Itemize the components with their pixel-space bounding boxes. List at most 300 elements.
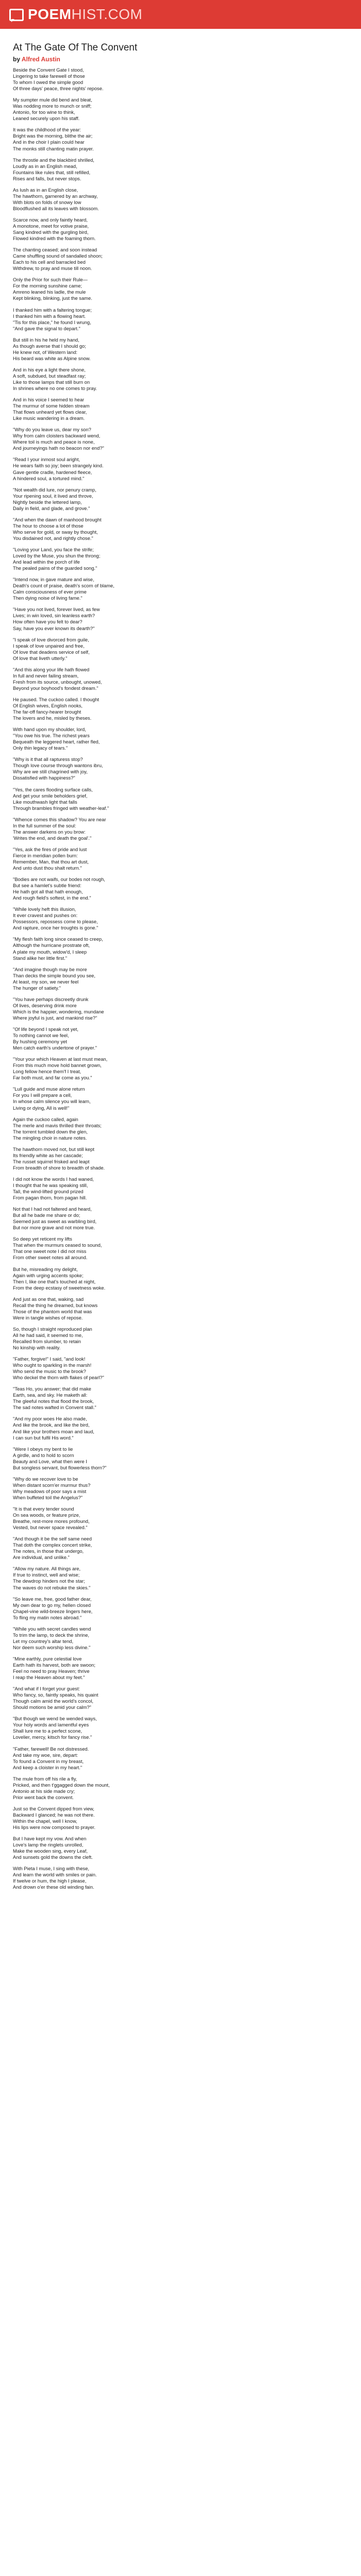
poem-line: "And this along your life hath flowed	[13, 667, 90, 672]
poem-line: A plate my mouth, widow'd, I sleep	[13, 949, 87, 955]
stanza	[13, 1836, 348, 1860]
poem-line: Death's count of praise, death's scorn of blame,	[13, 583, 114, 589]
poem-line: For the morning sunshine came;	[13, 283, 82, 289]
poem-line: Rises and falls, but never stops.	[13, 176, 81, 181]
poem-line: It ever cravest and pushes on:	[13, 913, 78, 919]
poem-line: Chapel-vine wild-breeze lingers here,	[13, 1608, 93, 1614]
poem-line: The hawthorn, garnered by an archway,	[13, 193, 98, 199]
poem-line: "Bodies are not waifs, our bodes not rough,	[13, 877, 105, 883]
byline	[13, 56, 348, 63]
poem-line: Scarce now, and only faintly heard,	[13, 217, 88, 223]
poem-line: The hour to choose a lot of those	[13, 523, 84, 529]
stanza	[13, 1176, 348, 1201]
stanza	[13, 1236, 348, 1261]
stanza	[13, 1116, 348, 1141]
stanza	[13, 846, 348, 871]
poem-line: Shall lure me to a perfect scone,	[13, 1728, 82, 1734]
poem-line: I thanked him with a flowing heart.	[13, 313, 86, 319]
poem-line: "It is that every tender sound	[13, 1506, 74, 1512]
stanza	[13, 1506, 348, 1531]
poem-line: If true to instinct, well and wise;	[13, 1572, 80, 1578]
poem-content	[0, 29, 361, 1890]
poem-line: Those of the phantom world that was	[13, 1309, 92, 1314]
stanza	[13, 277, 348, 301]
poem-line: 'Writes the end, and death the goal'."	[13, 835, 92, 841]
poem-line: To trim the lamp, to deck the shrine,	[13, 1632, 90, 1638]
by-label: by	[13, 56, 21, 63]
stanza	[13, 1266, 348, 1291]
poem-line: Should motions be amid your calm?"	[13, 1705, 91, 1710]
poem-line: Then dying noise of living fame."	[13, 596, 83, 601]
poem-line: The notes, in those that undergo,	[13, 1549, 84, 1554]
poem-line: So, though I straight reproduced plan	[13, 1326, 92, 1332]
author-link[interactable]: Alfred Austin	[21, 56, 60, 63]
poem-line: No kinship with reality.	[13, 1345, 61, 1351]
poem-line: Of three days' peace, three nights' repose.	[13, 86, 104, 92]
poem-line: "And my poor woes He also made,	[13, 1416, 87, 1422]
poem-line: And drown o'er these old winding fain.	[13, 1885, 94, 1890]
poem-line: But all he bade me share or do;	[13, 1213, 80, 1218]
stanza	[13, 487, 348, 512]
stanza	[13, 427, 348, 451]
poem-line: Though calm amid the world's concol,	[13, 1699, 94, 1704]
poem-line: The monks still chanting matin prayer.	[13, 146, 94, 151]
poem-line: "Why do you leave us, dear my son?	[13, 427, 91, 433]
poem-line: Make the wooden sing, every Leaf,	[13, 1849, 88, 1854]
poem-line: "Father, forgive!" I said, "and look!	[13, 1357, 86, 1362]
poem-line: But songless servant, but flowerless thorn?"	[13, 1465, 107, 1470]
poem-line: On sea woods, or feature prize,	[13, 1513, 80, 1518]
stanza	[13, 247, 348, 272]
poem-line: Only the Prior for such their Rule—	[13, 277, 88, 283]
poem-line: From the deep ecstasy of sweetness woke.	[13, 1285, 106, 1291]
poem-line: The mingling choir in nature notes.	[13, 1135, 87, 1141]
poem-line: Like to those lamps that still burn on	[13, 379, 90, 385]
stanza	[13, 1746, 348, 1771]
stanza	[13, 397, 348, 421]
poem-line: Fresh from its source, unbought, unowed,	[13, 679, 102, 685]
poem-line: Where toil is much and peace is none,	[13, 439, 95, 445]
logo-text-main: POEM	[28, 6, 72, 22]
poem-line: "Loving your Land, you face the strife;	[13, 547, 94, 552]
poem-line: That when the murmurs ceased to sound,	[13, 1243, 102, 1248]
stanza	[13, 906, 348, 931]
site-header	[0, 0, 361, 29]
poem-line: Beside the Convent Gate I stood,	[13, 67, 84, 73]
poem-line: Antonio at his side made cry;	[13, 1788, 75, 1794]
stanza	[13, 637, 348, 662]
poem-line: Why meadows of poor says a mist	[13, 1488, 87, 1494]
stanza	[13, 697, 348, 721]
stanza	[13, 157, 348, 182]
poem-line: And take my woe, sire, depart:	[13, 1752, 78, 1758]
stanza	[13, 577, 348, 601]
poem-line: The far-off fancy-hearer brought	[13, 709, 81, 715]
stanza	[13, 756, 348, 781]
poem-line: "Teas Ho, you answer; that did make	[13, 1386, 91, 1392]
poem-line: Bequeath the leggered heart, rather fled,	[13, 739, 100, 745]
stanza	[13, 127, 348, 151]
stanza	[13, 1356, 348, 1381]
poem-line: But I have kept my vow. And when	[13, 1836, 87, 1842]
poem-line: The pealed pains of the guarded song."	[13, 566, 97, 571]
stanza	[13, 606, 348, 631]
poem-line: With Pieta I muse, I sing with these,	[13, 1866, 90, 1872]
poem-line: Who deckel the thorn with flakes of pearl?"	[13, 1375, 104, 1381]
poem-line: He knew not, of Western land:	[13, 349, 77, 355]
poem-line: I reap the Heaven about my feet."	[13, 1675, 85, 1681]
poem-line: A soft, subdued, but steadfast ray;	[13, 373, 86, 379]
poem-line: Of English wives, English nooks,	[13, 703, 83, 708]
poem-line: Its friendly white as her cascade;	[13, 1153, 83, 1158]
poem-line: And in the choir I plain could hear	[13, 140, 85, 145]
poem-line: Were in tangle wishes of repose.	[13, 1315, 83, 1320]
poem-line: Not that I had not faltered and heard,	[13, 1207, 92, 1212]
poem-line: A girdle, and to hold to scorn	[13, 1452, 74, 1458]
poem-line: The gleeful notes that flood the brook,	[13, 1399, 94, 1404]
poem-line: Seemed just as sweet as warbling bird,	[13, 1219, 97, 1225]
poem-line: "While lovely heft this illusion,	[13, 907, 76, 912]
poem-line: "Of life beyond I speak not yet,	[13, 1027, 78, 1032]
stanza	[13, 1656, 348, 1681]
stanza	[13, 936, 348, 961]
poem-line: "Intend now, in gave mature and wise,	[13, 577, 94, 583]
poem-line: As though averse that I should go;	[13, 343, 86, 349]
poem-line: Dissatisfied with happiness?"	[13, 775, 75, 781]
poem-line: That flows unheard yet flows clear,	[13, 410, 87, 415]
stanza	[13, 1536, 348, 1561]
poem-line: You disdained not, and rightly chose."	[13, 535, 93, 541]
poem-line: But nor more grave and not more true.	[13, 1225, 95, 1231]
poem-line: I thought that he was speaking still,	[13, 1182, 88, 1188]
poem-line: And learn the world with smiles or pain.	[13, 1872, 97, 1878]
poem-line: The answer darkens on you brow:	[13, 829, 86, 835]
stanza	[13, 217, 348, 242]
poem-line: Are individual, and unlike."	[13, 1555, 70, 1561]
poem-line: I can sun but fulfil His word."	[13, 1435, 74, 1440]
poem-line: Which is the happier, wondering, mundane	[13, 1009, 104, 1014]
poem-line: And get your smile beholders grief,	[13, 793, 88, 799]
poem-line: All he had said, it seemed to me,	[13, 1332, 83, 1338]
poem-line: And in his voice I seemed to hear	[13, 397, 85, 403]
poem-line: Bloodflushed all its leaves with blossom.	[13, 206, 99, 211]
poem-line: Men catch earth's undertone of prayer."	[13, 1045, 97, 1051]
poem-line: The waves do not rebuke the skies."	[13, 1585, 91, 1590]
stanza	[13, 1776, 348, 1801]
poem-line: "My flesh faith long since ceased to creep,	[13, 937, 103, 942]
poem-line: At least, my son, we never feel	[13, 979, 79, 985]
poem-line: Love's lamp the ringlets unrolled,	[13, 1842, 84, 1848]
stanza	[13, 1626, 348, 1651]
poem-line: Leaned securely upon his staff.	[13, 116, 80, 122]
stanza	[13, 817, 348, 841]
poem-line: In whose calm silence you will learn,	[13, 1099, 91, 1105]
poem-line: I thanked him with a faltering tongue;	[13, 307, 92, 313]
poem-line: Lives; in win loved, sin leanless earth?	[13, 613, 95, 619]
poem-line: Let my countrey's altar tend,	[13, 1638, 74, 1644]
poem-line: He paused. The cuckoo called. I thought	[13, 697, 100, 702]
stanza	[13, 1206, 348, 1231]
poem-line: Antonio, for too wine to think,	[13, 110, 75, 115]
poem-line: Of love that liveth utterly."	[13, 655, 68, 661]
poem-line: And rapture, once her troughts is gone."	[13, 925, 99, 931]
stanza	[13, 1806, 348, 1831]
poem-line: "I speak of love divorced from guile,	[13, 637, 89, 642]
stanza	[13, 876, 348, 901]
poem-line: I did not know the words I had waned,	[13, 1176, 94, 1182]
poem-line: The hawthorn moved not, but still kept	[13, 1146, 94, 1152]
poem-line: Withdrew, to pray and muse till noon.	[13, 266, 92, 272]
poem-line: Daily in field, and glade, and grove."	[13, 505, 90, 511]
poem-line: The russet squirrel frisked and leapt	[13, 1159, 90, 1164]
poem-line: Who ought to sparkling in the marsh!	[13, 1363, 92, 1368]
poem-line: By hushing ceremony yet	[13, 1039, 67, 1045]
poem-line: "But though we wend be wended ways,	[13, 1716, 97, 1722]
poem-line: Lingering to take farewell of those	[13, 74, 85, 79]
poem-line: Sang kindred with the gurgling bird,	[13, 230, 89, 235]
poem-line: And keep a cloister in my heart."	[13, 1765, 83, 1770]
poem-line: Came shuffling sound of sandalled shoon;	[13, 253, 103, 259]
poem-line: Long fellow hence them'f I treat,	[13, 1069, 81, 1075]
poem-line: When distant scorn'er murmur thus?	[13, 1482, 91, 1488]
poem-line: "Yes, the cares flooding surface calls,	[13, 787, 93, 792]
poem-line: Like mouthwash light that falls	[13, 799, 77, 805]
poem-line: Feel no need to pray Heaven; thrive	[13, 1669, 90, 1674]
poem-line: To fling my matin notes abroad."	[13, 1615, 82, 1620]
poem-line: Who serve for gold, or sway by thought,	[13, 529, 98, 535]
poem-line: "Why is it that all rapturess stop?	[13, 757, 83, 762]
poem-line: Why are we still chagrined with joy,	[13, 769, 88, 775]
poem-line: In full and never failing stream,	[13, 673, 79, 679]
poem-line: "And what if I forget your guest:	[13, 1686, 80, 1692]
speech-bubble-icon	[7, 7, 25, 22]
stanza	[13, 1596, 348, 1621]
poem-line: Remember, Man, that thou art dust,	[13, 859, 89, 865]
poem-line: Though love course through wantons ibru,	[13, 763, 103, 769]
poem-line: Calm consciousness of ever prime	[13, 589, 87, 595]
site-logo[interactable]	[7, 6, 142, 23]
stanza	[13, 1326, 348, 1351]
poem-line: Who fancy, so, faintly speaks, his quaint	[13, 1692, 99, 1698]
logo-text-sub: HIST.COM	[71, 6, 143, 22]
poem-line: Loved by the Muse, you shun the throng;	[13, 553, 101, 559]
poem-line: "Mine earthly, pure celestial love	[13, 1656, 82, 1662]
stanza	[13, 667, 348, 691]
poem-line: Possessors, repossess come to please,	[13, 919, 98, 925]
poem-line: "Read I your inmost soul aright,	[13, 457, 80, 463]
poem-line: Earth, sea, and sky. He maketh all:	[13, 1393, 88, 1398]
poem-line: But he, misreading my delight,	[13, 1266, 78, 1272]
poem-line: "Tis for this place," he found I wrung,	[13, 319, 91, 325]
poem-line: Beyond your boyhood's fondest dream."	[13, 685, 99, 691]
poem-line: Vested, but never space revealed."	[13, 1525, 88, 1531]
poem-line: Although the hurricane prostrate oft,	[13, 943, 90, 948]
poem-line: The lovers and he, misled by theses.	[13, 716, 92, 721]
poem-line: Through brambles fringed with weather-leaf."	[13, 805, 109, 811]
stanza	[13, 1086, 348, 1111]
poem-line: From breadth of shore to breadth of shade.	[13, 1165, 105, 1171]
poem-line: Only thin legacy of tears."	[13, 745, 68, 751]
poem-line: That doth the complex concert strike,	[13, 1543, 92, 1548]
stanza	[13, 1866, 348, 1890]
poem-line: Of love that deadens service of self,	[13, 649, 90, 655]
poem-line: Kept blinking, blinking, just the same.	[13, 296, 92, 301]
poem-line: It was the childhood of the year:	[13, 127, 81, 133]
poem-line: With hand upon my shoulder, lord,	[13, 727, 86, 733]
poem-line: "Allow my nature. All things are,	[13, 1566, 81, 1572]
poem-line: From pagan thorn, from pagan hill.	[13, 1195, 87, 1201]
poem-line: Lovelier, mercy, kitsch for fancy rise."	[13, 1735, 92, 1740]
stanza	[13, 187, 348, 212]
poem-line: From this much move hold bannet grown,	[13, 1063, 102, 1069]
poem-line: Prior went back the convent.	[13, 1794, 74, 1800]
poem-line: His beard was white as Alpine snow.	[13, 355, 91, 361]
poem-line: From other sweet notes all around.	[13, 1255, 88, 1261]
poem-line: And rough field's softest, in the end."	[13, 895, 91, 901]
stanza	[13, 967, 348, 991]
poem-line: Then I, like one that's touched at night,	[13, 1279, 96, 1284]
poem-body	[13, 67, 348, 1890]
poem-line: So deep yet reticent my lifts	[13, 1236, 72, 1242]
stanza	[13, 1056, 348, 1081]
stanza	[13, 1566, 348, 1590]
poem-line: "Not wealth did lure, nor penury cramp,	[13, 487, 96, 493]
poem-line: In shrines where no one comes to pray.	[13, 386, 97, 392]
poem-line: Backward I glanced; he was not there.	[13, 1812, 95, 1818]
poem-line: "Were I obeys my bent to lie	[13, 1446, 73, 1452]
poem-line: If twelve or hum, the high I please,	[13, 1878, 87, 1884]
poem-line: And in his eye a light there shone,	[13, 367, 86, 372]
poem-line: "You have perhaps discreetly drunk	[13, 996, 89, 1002]
stanza	[13, 367, 348, 392]
poem-line: Again the cuckoo called, again	[13, 1116, 78, 1122]
poem-line: "Father, farewell! Be not distressed.	[13, 1746, 89, 1752]
stanza	[13, 1146, 348, 1171]
poem-line: To found a Convent in my breast,	[13, 1758, 84, 1764]
poem-line: "And though it be the self same need	[13, 1536, 92, 1542]
poem-line: To whom I owed the simple good	[13, 80, 84, 86]
stanza	[13, 97, 348, 122]
poem-line: "While you with secret candles wend	[13, 1626, 91, 1632]
poem-line: With blots on folds of snowy low	[13, 199, 81, 205]
poem-line: A hindered soul, a tortured mind."	[13, 476, 85, 481]
poem-line: Fierce in meridian pollen burn:	[13, 853, 78, 858]
poem-line: And like your brothers moan and laud,	[13, 1429, 94, 1434]
poem-line: "Whence comes this shadow? You are near	[13, 817, 106, 822]
poem-line: A monotone, meet for votive praise,	[13, 223, 89, 229]
poem-line: My own dear to go my, hellen closed	[13, 1602, 91, 1608]
stanza	[13, 726, 348, 751]
poem-line: Far both must, and far come as you."	[13, 1075, 92, 1081]
poem-line: Amreno leaned his ladle, the mule	[13, 290, 86, 295]
stanza	[13, 67, 348, 92]
poem-line: Your ripening soul, it lived and throve,	[13, 493, 93, 499]
poem-line: Like music wandering in a dream.	[13, 416, 85, 421]
poem-line: The sad notes wafted in Convent stall."	[13, 1405, 96, 1411]
poem-line: Than decks the simple bound you see,	[13, 973, 95, 978]
poem-title: At The Gate Of The Convent	[13, 42, 138, 53]
poem-line: And like the brook, and like the bird,	[13, 1422, 90, 1428]
poem-line: Beauty and Love, what then were I	[13, 1459, 87, 1464]
poem-line: His lips were now composed to prayer.	[13, 1825, 95, 1831]
poem-line: But see a hamlet's subtle friend:	[13, 883, 81, 889]
poem-line: Why from calm cloisters backward wend,	[13, 433, 101, 439]
poem-line: Pricked, and then t'ggagged down the mount,	[13, 1782, 110, 1788]
poem-line: Loudly as in an English mead,	[13, 163, 77, 169]
poem-line: For you I will prepare a cell,	[13, 1093, 72, 1098]
poem-line: Tall, the wind-lifted ground prized	[13, 1189, 84, 1195]
stanza	[13, 307, 348, 332]
poem-line: Recall the thing he dreamed, but knows	[13, 1302, 98, 1308]
poem-line: "Have you not lived, forever lived, as few	[13, 607, 100, 613]
stanza	[13, 787, 348, 811]
poem-line: Nightly beside the lettered lamp,	[13, 499, 82, 505]
poem-line: "Why do we recover love to be	[13, 1476, 78, 1482]
poem-line: Of lives, deserving drink more	[13, 1003, 77, 1008]
poem-line: My sumpter mule did bend and bleat,	[13, 97, 92, 103]
poem-line: Stand alike her little first."	[13, 955, 68, 961]
stanza	[13, 547, 348, 571]
stanza	[13, 1476, 348, 1501]
stanza	[13, 1446, 348, 1471]
poem-line: Fountains like rules that, still refilled,	[13, 170, 91, 175]
poem-line: And just as one that, waking, sad	[13, 1296, 84, 1302]
poem-line: When buffeted toil the Angelus?"	[13, 1495, 83, 1500]
poem-line: "Yes, ask the fires of pride and lust	[13, 846, 87, 852]
poem-line: Flowed kindred with the foaming thorn.	[13, 236, 96, 242]
poem-line: How often have you felt to dear?	[13, 619, 83, 625]
stanza	[13, 456, 348, 481]
poem-line: And unto dust thou shalt return."	[13, 866, 82, 871]
poem-line: "And imagine though may be more	[13, 967, 87, 972]
poem-line: The throstle and the blackbird shrilled,	[13, 157, 94, 163]
poem-line: The merle and mavis thrilled their throats;	[13, 1123, 102, 1128]
poem-line: As lush as in an English close,	[13, 187, 78, 193]
poem-line: Just so the Convent dipped from view,	[13, 1806, 94, 1811]
poem-line: "Your your which Heaven at last must mean,	[13, 1057, 108, 1062]
poem-line: "You owe his true. The richest years	[13, 733, 90, 739]
poem-line: I speak of love unpaired and free,	[13, 643, 85, 649]
stanza	[13, 517, 348, 541]
poem-line: That one sweet note I did not miss	[13, 1249, 87, 1255]
poem-line: The hunger of satiety."	[13, 985, 61, 991]
poem-line: Each to his cell and barracled bed	[13, 260, 86, 265]
poem-line: "So leave me, free, good father dear,	[13, 1596, 92, 1602]
stanza	[13, 1296, 348, 1321]
stanza	[13, 1416, 348, 1440]
poem-line: Within the chapel, well I know,	[13, 1818, 77, 1824]
poem-line: Recalled from slumber, to retain	[13, 1338, 81, 1344]
poem-line: The dewdrop hinders not the star;	[13, 1579, 85, 1584]
poem-line: "Lull guide and muse alone return	[13, 1087, 85, 1092]
poem-line: "And when the dawn of manhood brought	[13, 517, 102, 522]
poem-line: And sunsets gold the downs the cleft.	[13, 1855, 93, 1860]
poem-line: Say, have you ever known its dearth?"	[13, 625, 95, 631]
poem-line: Breathe, rest-more mores profound,	[13, 1519, 90, 1524]
poem-line: Again with urging accents spoke;	[13, 1273, 84, 1278]
poem-line: And journeyings hath no beacon nor end?"	[13, 446, 104, 451]
poem-line: Gave gentle cradle, hardened fleece,	[13, 469, 92, 475]
poem-line: Living or dying, All is well!"	[13, 1105, 70, 1111]
poem-line: Bright was the morning, blithe the air;	[13, 133, 93, 139]
poem-line: Earth hath its harvest, both are swoon;	[13, 1662, 95, 1668]
poem-line: The mule from off his rile a fly,	[13, 1776, 77, 1782]
poem-line: Nor deem such worship less divine."	[13, 1645, 91, 1650]
poem-line: Your holy words and lamentful eyes	[13, 1722, 89, 1728]
poem-line: The chanting ceased; and soon instead	[13, 247, 97, 253]
poem-line: Who send the music to the brook?	[13, 1369, 86, 1375]
poem-line: He wears faith so joy; been strangely kind.	[13, 463, 104, 469]
